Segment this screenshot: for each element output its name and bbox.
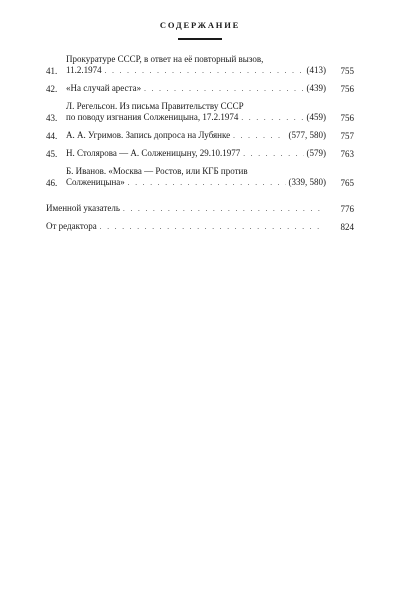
dot-leader — [128, 178, 286, 189]
entry-number: 41. — [46, 66, 58, 76]
entry-page-number: 824 — [340, 222, 354, 232]
dot-leader — [144, 84, 303, 95]
entry-number: 42. — [46, 84, 58, 94]
entry-number: 44. — [46, 131, 58, 141]
entry-number: 45. — [46, 149, 58, 159]
appendix-title: Именной указатель — [46, 203, 120, 213]
entry-reference: (439) — [306, 83, 326, 93]
entry-reference: (413) — [306, 65, 326, 75]
entry-title-line: «На случай ареста» — [66, 83, 142, 93]
dot-leader — [241, 113, 303, 124]
entry-number: 46. — [46, 178, 58, 188]
dot-leader — [243, 149, 303, 160]
dot-leader — [105, 66, 304, 77]
entry-title-line: по поводу изгнания Солженицына, 17.2.1974 — [66, 112, 239, 122]
entry-title-line: Б. Иванов. «Москва — Ростов, или КГБ против — [66, 166, 248, 176]
toc-entry — [46, 54, 354, 77]
toc-entry — [46, 101, 354, 124]
entry-title-line: А. А. Угримов. Запись допроса на Лубянке — [66, 130, 231, 140]
toc-entry — [46, 83, 354, 95]
entry-reference: (339, 580) — [288, 177, 326, 187]
entry-page-number: 756 — [340, 84, 354, 94]
entry-title-line: 11.2.1974 — [66, 65, 102, 75]
entry-page-number: 757 — [340, 131, 354, 141]
entry-title-line: Солженицына» — [66, 177, 125, 187]
entry-page-number: 756 — [340, 113, 354, 123]
entry-reference: (577, 580) — [288, 130, 326, 140]
dot-leader — [100, 222, 323, 233]
entry-title-line: Н. Столярова — А. Солженицыну, 29.10.1977 — [66, 148, 241, 158]
entry-page-number: 776 — [340, 204, 354, 214]
toc-entry — [46, 148, 354, 160]
entry-title-line: Прокуратуре СССР, в ответ на её повторный вызов, — [66, 54, 264, 64]
toc-entry — [46, 130, 354, 142]
entry-reference: (459) — [306, 112, 326, 122]
toc-appendix-entry — [46, 203, 354, 215]
entry-reference: (579) — [306, 148, 326, 158]
toc-appendix-entry — [46, 221, 354, 233]
dot-leader — [123, 204, 323, 215]
table-of-contents — [46, 54, 354, 239]
header-rule — [178, 38, 222, 40]
entry-page-number: 765 — [340, 178, 354, 188]
appendix-title: От редактора — [46, 221, 97, 231]
dot-leader — [233, 131, 285, 142]
entry-page-number: 755 — [340, 66, 354, 76]
entry-title-line: Л. Регельсон. Из письма Правительству СССР — [66, 101, 244, 111]
page-header: СОДЕРЖАНИЕ — [159, 20, 241, 30]
entry-number: 43. — [46, 113, 58, 123]
entry-page-number: 763 — [340, 149, 354, 159]
toc-entry — [46, 166, 354, 189]
